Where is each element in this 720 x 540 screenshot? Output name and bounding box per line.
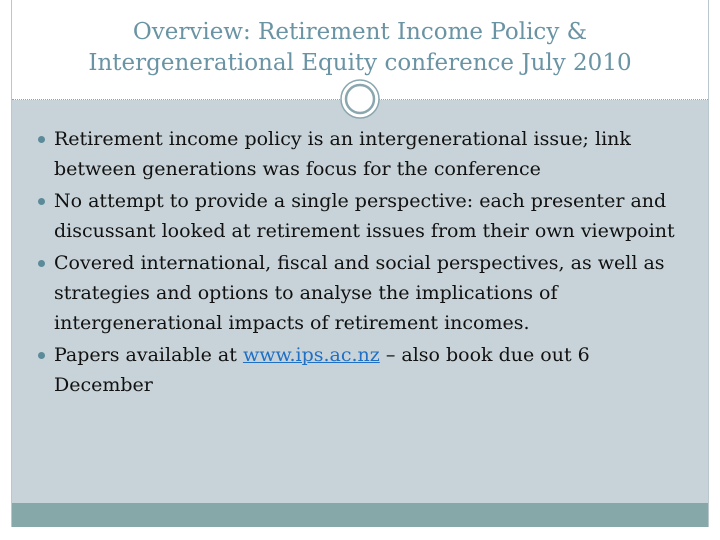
ips-website-link[interactable]: www.ips.ac.nz	[242, 344, 380, 366]
slide-title: Overview: Retirement Income Policy & Intergenerational Equity conference July 2010	[88, 19, 632, 76]
bullet-text: Covered international, fiscal and social perspectives, as well as strategies and options to analyse the implications of intergenerational impacts of retirement incomes.	[54, 252, 665, 334]
bullet-suffix-text: – also book due out 6 December	[54, 344, 590, 396]
slide-frame	[11, 0, 709, 527]
bullet-prefix-text: Papers available at	[54, 344, 243, 366]
bullet-text: Retirement income policy is an intergenerational issue; link between generations was focus for the conference	[54, 128, 631, 180]
bullet-text: No attempt to provide a single perspective: each presenter and discussant looked at retirement issues from their own viewpoint	[54, 190, 675, 242]
